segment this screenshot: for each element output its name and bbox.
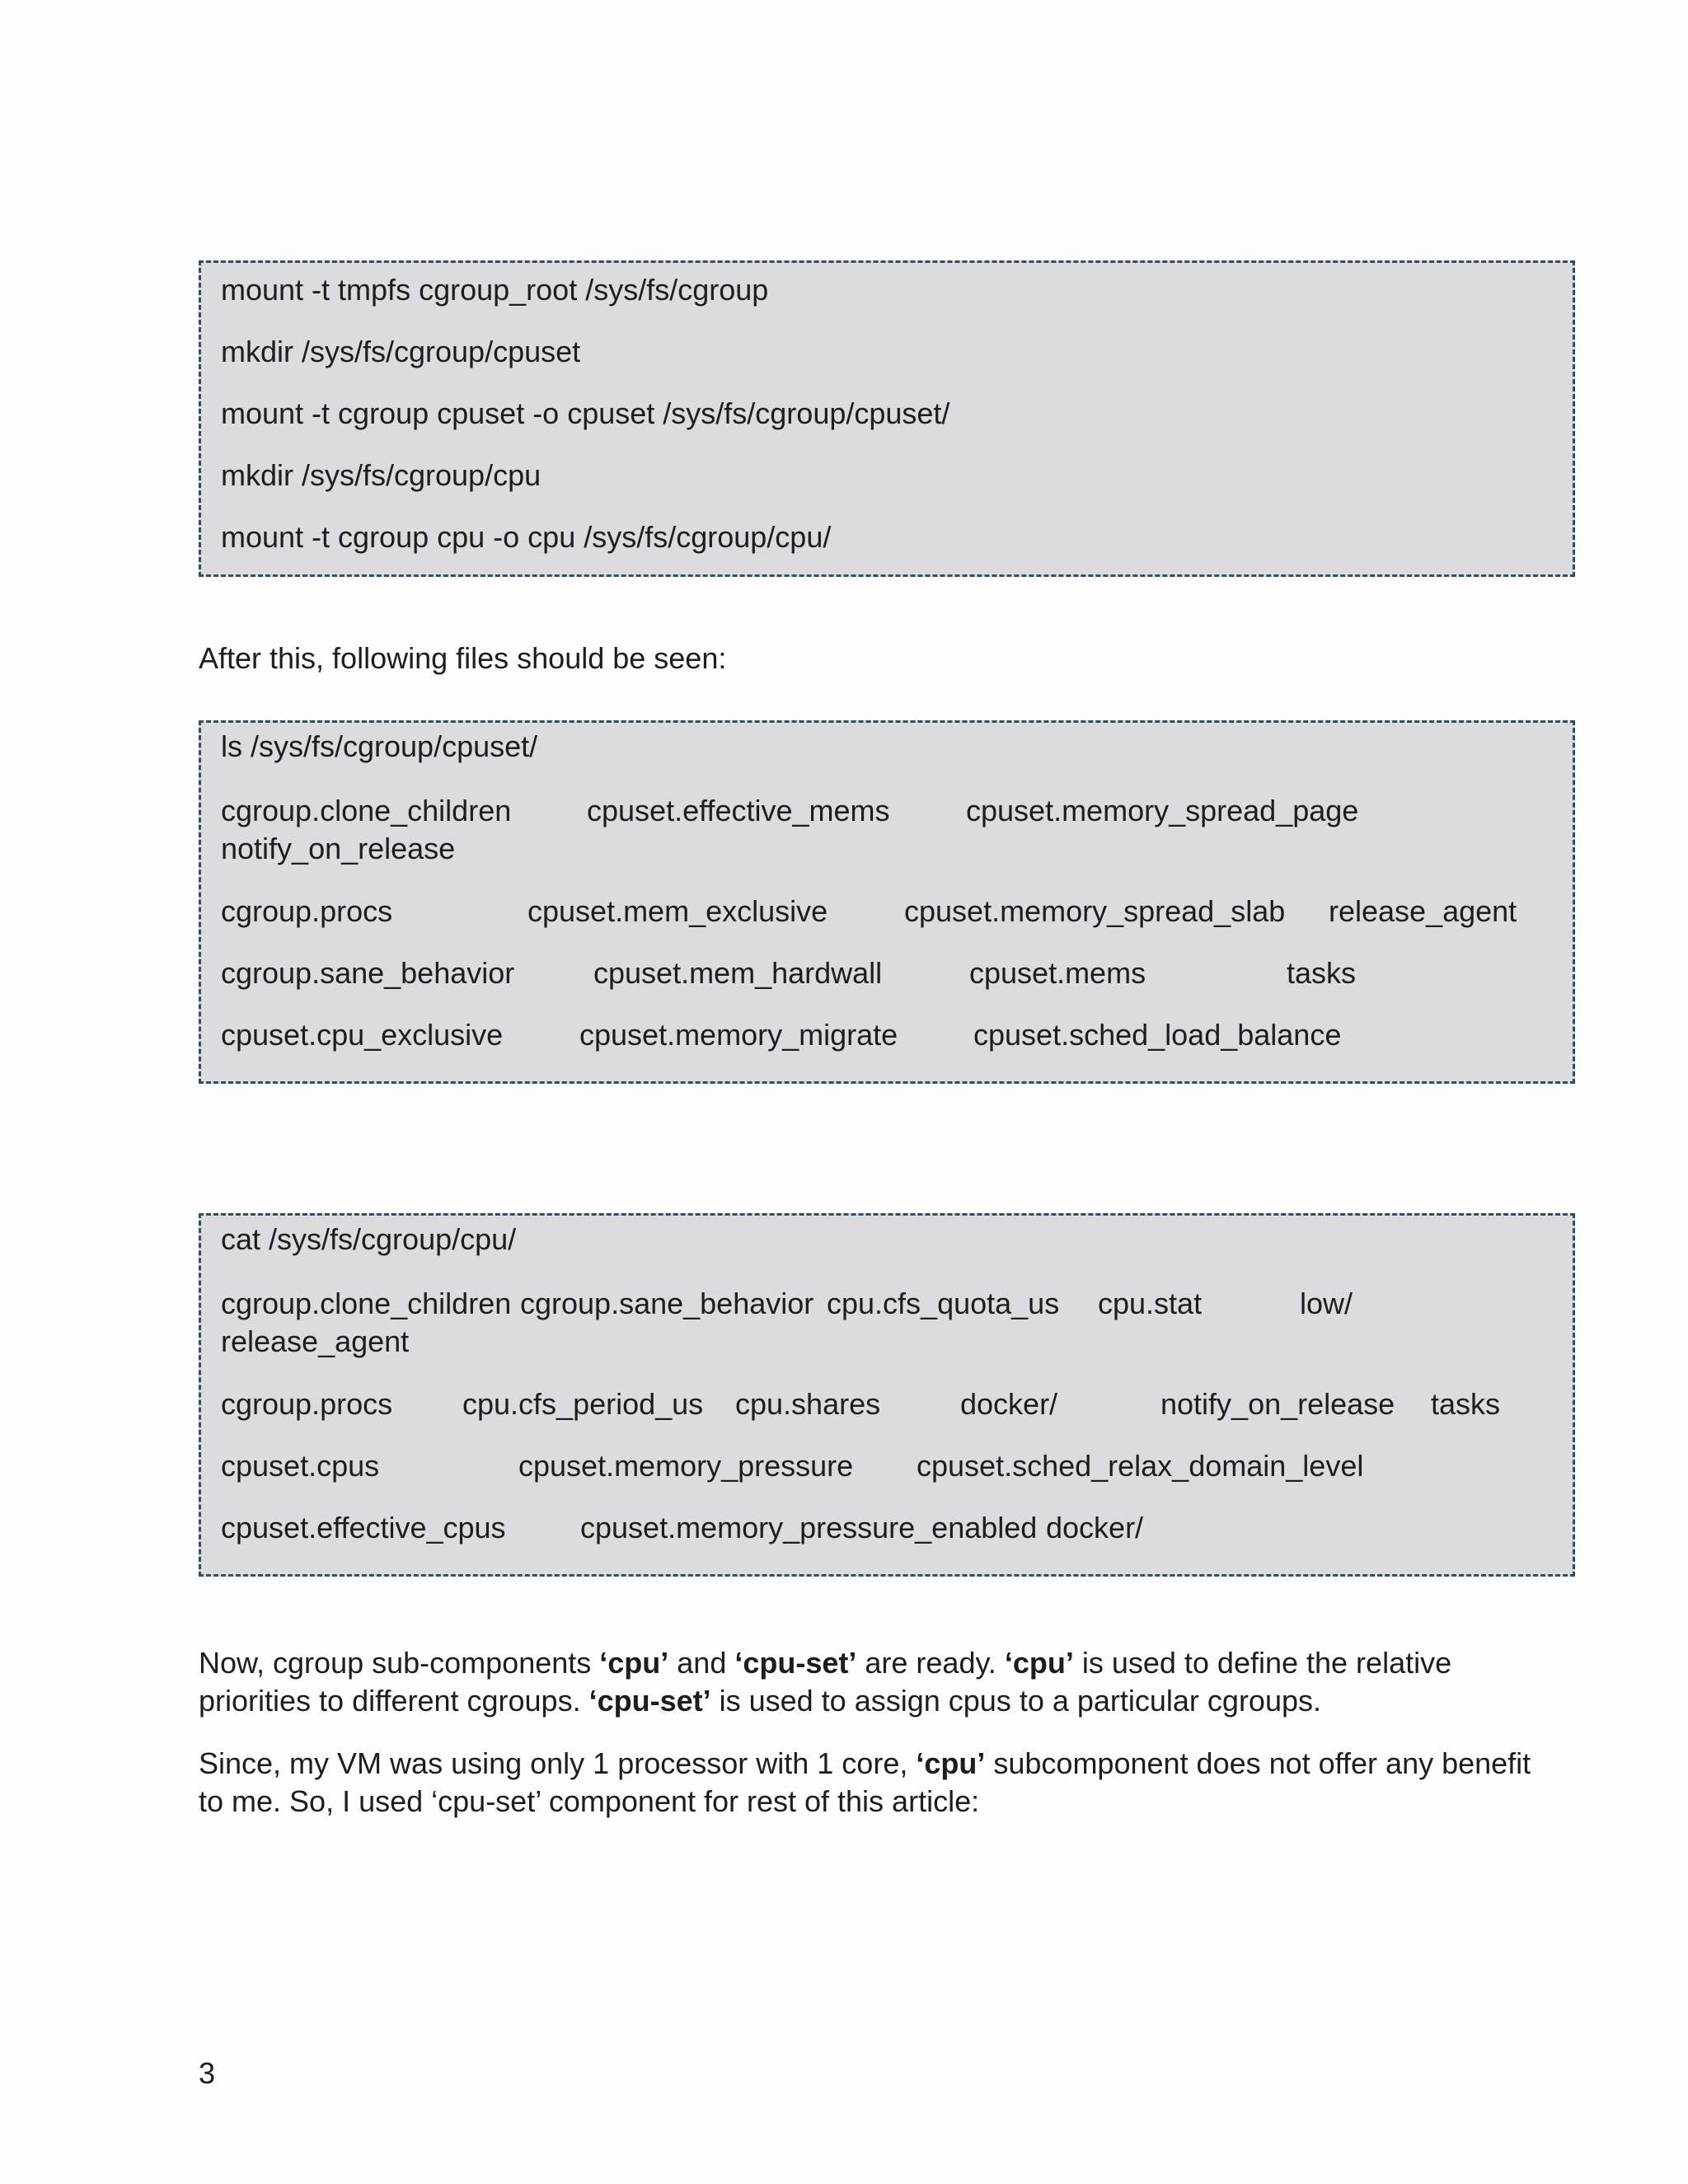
page-number: 3 [199,2056,216,2090]
file-name: tasks [1431,1387,1501,1421]
file-name: cgroup.procs [221,1387,393,1421]
file-name: cpuset.memory_migrate [579,1018,898,1052]
file-name: cpuset.memory_spread_slab [904,894,1286,928]
file-name: docker/ [1046,1511,1144,1544]
file-name: release_agent [1329,894,1517,928]
code-line: mount -t cgroup cpuset -o cpuset /sys/fs/cgroup/cpuset/ [221,396,950,430]
paragraph-line: priorities to different cgroups. ‘cpu-set’ is used to assign cpus to a particular cgroups. [199,1684,1321,1718]
file-name: cgroup.procs [221,894,393,928]
file-name: cgroup.sane_behavior [520,1286,814,1320]
term-cpu: ‘cpu’ [599,1646,669,1680]
file-name: release_agent [221,1324,410,1358]
file-name: cpuset.mem_exclusive [528,894,828,928]
paragraph-vm-note [199,1745,1575,1821]
file-name: cpuset.mem_hardwall [593,956,883,990]
code-block-mount-commands [199,260,1575,577]
file-name: cpuset.cpus [221,1449,380,1483]
paragraph-files-intro: After this, following files should be seen: [199,641,727,675]
code-block-cpu-listing [199,1213,1575,1577]
term-cpu-set: ‘cpu-set’ [588,1684,711,1718]
file-name: cpuset.effective_mems [587,794,890,827]
code-line: mkdir /sys/fs/cgroup/cpuset [221,335,581,368]
file-name: cpuset.memory_pressure [518,1449,854,1483]
file-name: cgroup.clone_children [221,794,512,827]
paragraph-components-ready [199,1644,1575,1720]
file-name: cpuset.mems [969,956,1146,990]
paragraph-line: Since, my VM was using only 1 processor with 1 core, ‘cpu’ subcomponent does not offer any benefit [199,1746,1531,1780]
file-name: cpu.stat [1098,1286,1203,1320]
code-block-cpuset-listing [199,720,1575,1084]
file-name: docker/ [960,1387,1058,1421]
file-name: cpuset.memory_spread_page [966,794,1359,827]
term-cpu-set: ‘cpu-set’ [734,1646,857,1680]
term-cpu: ‘cpu’ [1004,1646,1074,1680]
paragraph-line: to me. So, I used ‘cpu-set’ component for rest of this article: [199,1784,980,1818]
code-command: cat /sys/fs/cgroup/cpu/ [221,1222,517,1256]
file-name: low/ [1300,1286,1353,1320]
file-name: cpuset.sched_relax_domain_level [917,1449,1364,1483]
file-name: tasks [1287,956,1357,990]
paragraph-line: Now, cgroup sub-components ‘cpu’ and ‘cpu-set’ are ready. ‘cpu’ is used to define the relative [199,1646,1452,1680]
code-command: ls /sys/fs/cgroup/cpuset/ [221,729,538,763]
file-name: notify_on_release [221,832,456,865]
file-name: cpuset.memory_pressure_enabled [580,1511,1038,1544]
code-line: mkdir /sys/fs/cgroup/cpu [221,458,542,492]
code-line: mount -t tmpfs cgroup_root /sys/fs/cgroup [221,273,769,307]
code-line: mount -t cgroup cpu -o cpu /sys/fs/cgroup/cpu/ [221,520,832,554]
file-name: cgroup.clone_children [221,1286,512,1320]
file-name: cpuset.sched_load_balance [973,1018,1342,1052]
file-name: cpuset.cpu_exclusive [221,1018,504,1052]
file-name: cgroup.sane_behavior [221,956,515,990]
file-name: notify_on_release [1160,1387,1395,1421]
file-name: cpuset.effective_cpus [221,1511,506,1544]
term-cpu: ‘cpu’ [916,1746,986,1780]
file-name: cpu.cfs_quota_us [827,1286,1060,1320]
file-name: cpu.shares [735,1387,881,1421]
file-name: cpu.cfs_period_us [462,1387,704,1421]
